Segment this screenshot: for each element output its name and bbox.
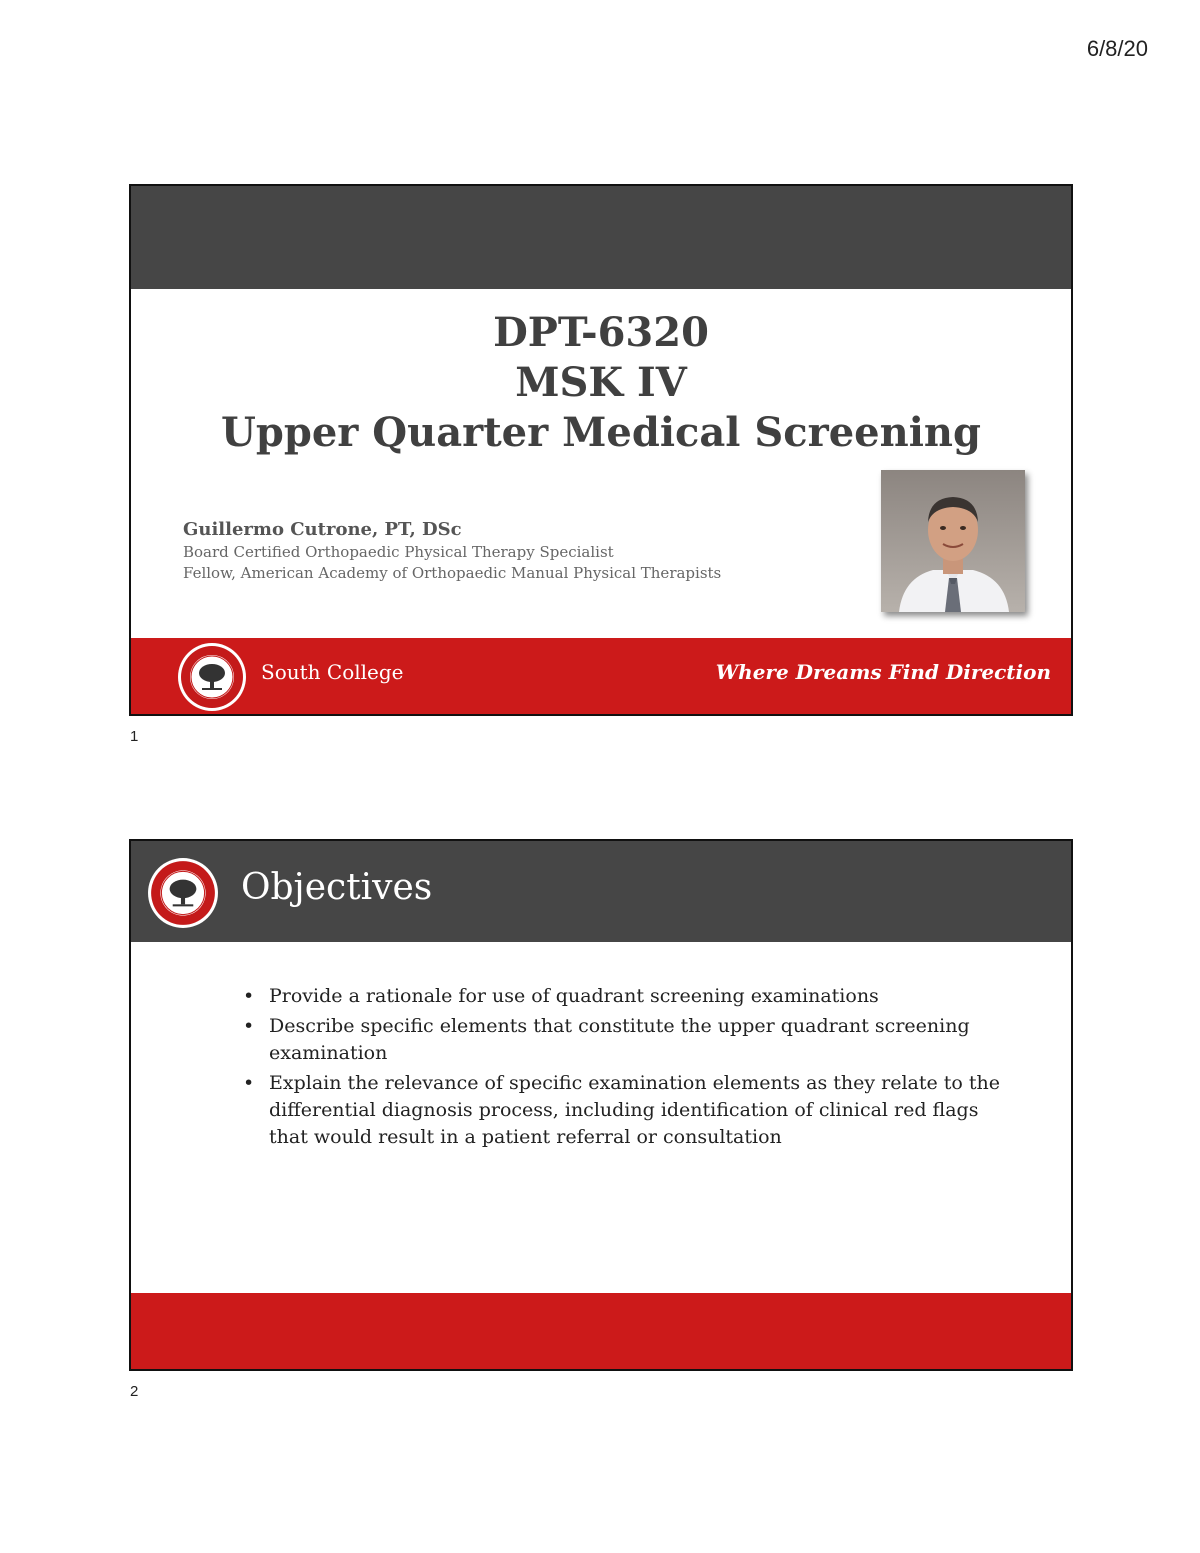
slide-2 bbox=[129, 839, 1073, 1371]
list-item: • Explain the relevance of specific examination elements as they relate to the differential diagnosis process, including identification of clinical red flags that would result in a patient referral or consultation bbox=[239, 1070, 1019, 1151]
lecture-title: Upper Quarter Medical Screening bbox=[221, 409, 981, 456]
presenter-credential: Fellow, American Academy of Orthopaedic Manual Physical Therapists bbox=[183, 564, 722, 582]
presenter-info bbox=[183, 518, 721, 584]
slide-footer-band bbox=[131, 1293, 1071, 1369]
list-item: • Describe specific elements that constitute the upper quadrant screening examination bbox=[239, 1013, 1019, 1067]
college-seal-icon bbox=[177, 642, 247, 712]
presenter-credential: Board Certified Orthopaedic Physical Therapy Specialist bbox=[183, 543, 614, 561]
presenter-photo bbox=[881, 470, 1025, 612]
slide-number: 1 bbox=[130, 728, 139, 745]
slide-header-band bbox=[131, 186, 1071, 289]
slide-number: 2 bbox=[130, 1383, 139, 1400]
slide-1 bbox=[129, 184, 1073, 716]
college-seal-icon bbox=[147, 857, 219, 929]
course-code: DPT-6320 bbox=[493, 309, 709, 356]
course-name: MSK IV bbox=[515, 359, 687, 406]
page-date: 6/8/20 bbox=[1086, 36, 1148, 61]
list-item: • Provide a rationale for use of quadrant screening examinations bbox=[239, 983, 1019, 1010]
presenter-name: Guillermo Cutrone, PT, DSc bbox=[183, 519, 462, 540]
college-name: South College bbox=[261, 660, 404, 684]
slide-header-band bbox=[131, 841, 1071, 942]
slide-title bbox=[131, 308, 1071, 458]
slide-footer-band bbox=[131, 638, 1071, 714]
slide-title: Objectives bbox=[241, 867, 433, 908]
objectives-list bbox=[239, 983, 1019, 1154]
college-tagline: Where Dreams Find Direction bbox=[715, 660, 1051, 684]
